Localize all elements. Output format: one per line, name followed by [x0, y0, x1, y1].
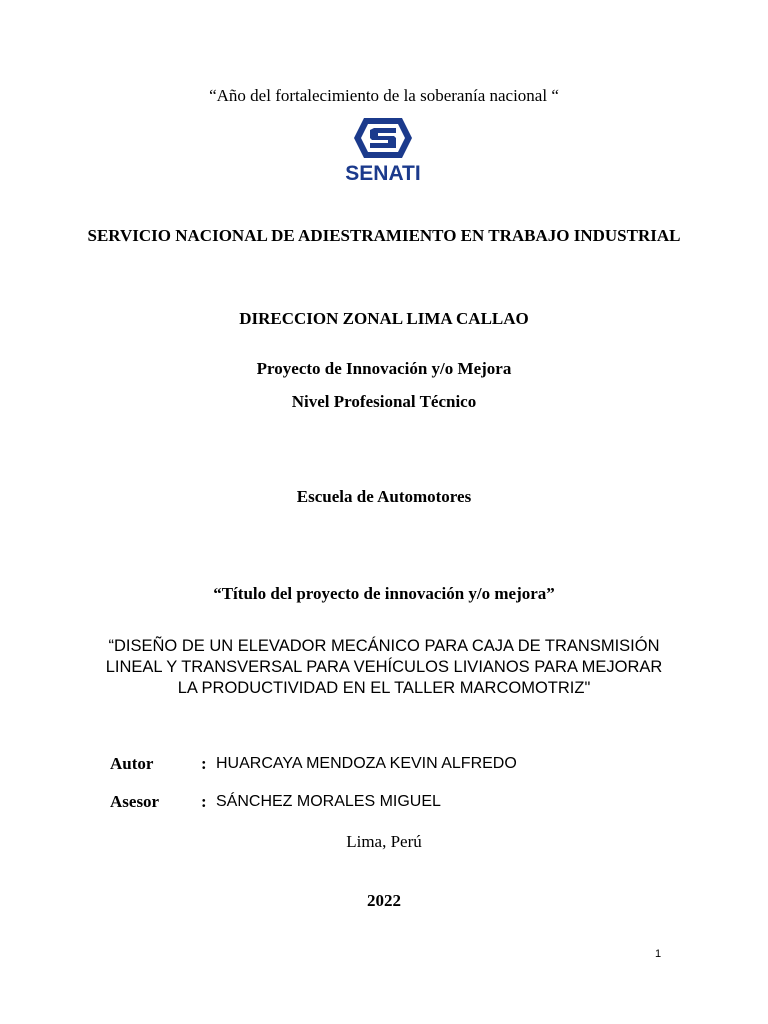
- direccion-zonal: DIRECCION ZONAL LIMA CALLAO: [239, 309, 529, 328]
- senati-wordmark: SENATI: [345, 162, 421, 184]
- advisor-separator: :: [201, 792, 207, 811]
- title-label: “Título del proyecto de innovación y/o mejora”: [213, 584, 555, 603]
- author-name: HUARCAYA MENDOZA KEVIN ALFREDO: [216, 755, 517, 772]
- page-number: 1: [654, 948, 662, 960]
- advisor-name: SÁNCHEZ MORALES MIGUEL: [216, 793, 441, 810]
- advisor-label: Asesor: [110, 792, 160, 811]
- location: Lima, Perú: [346, 832, 422, 851]
- year: 2022: [367, 891, 401, 910]
- project-title: “DISEÑO DE UN ELEVADOR MECÁNICO PARA CAJA DE TRANSMISIÓN LINEAL Y TRANSVERSAL PARA VEHÍCULOS LIVIANOS PARA MEJORAR LA PRODUCTIVIDAD EN EL TALLER MARCOMOTRIZ": [105, 637, 663, 697]
- institution-name: SERVICIO NACIONAL DE ADIESTRAMIENTO EN TRABAJO INDUSTRIAL: [87, 226, 681, 245]
- author-separator: :: [201, 754, 207, 773]
- level: Nivel Profesional Técnico: [291, 392, 477, 411]
- motto-text: “Año del fortalecimiento de la soberanía nacional “: [209, 86, 559, 105]
- author-label: Autor: [110, 754, 154, 773]
- project-type: Proyecto de Innovación y/o Mejora: [256, 359, 512, 378]
- senati-logo: [330, 116, 436, 184]
- school: Escuela de Automotores: [296, 487, 472, 506]
